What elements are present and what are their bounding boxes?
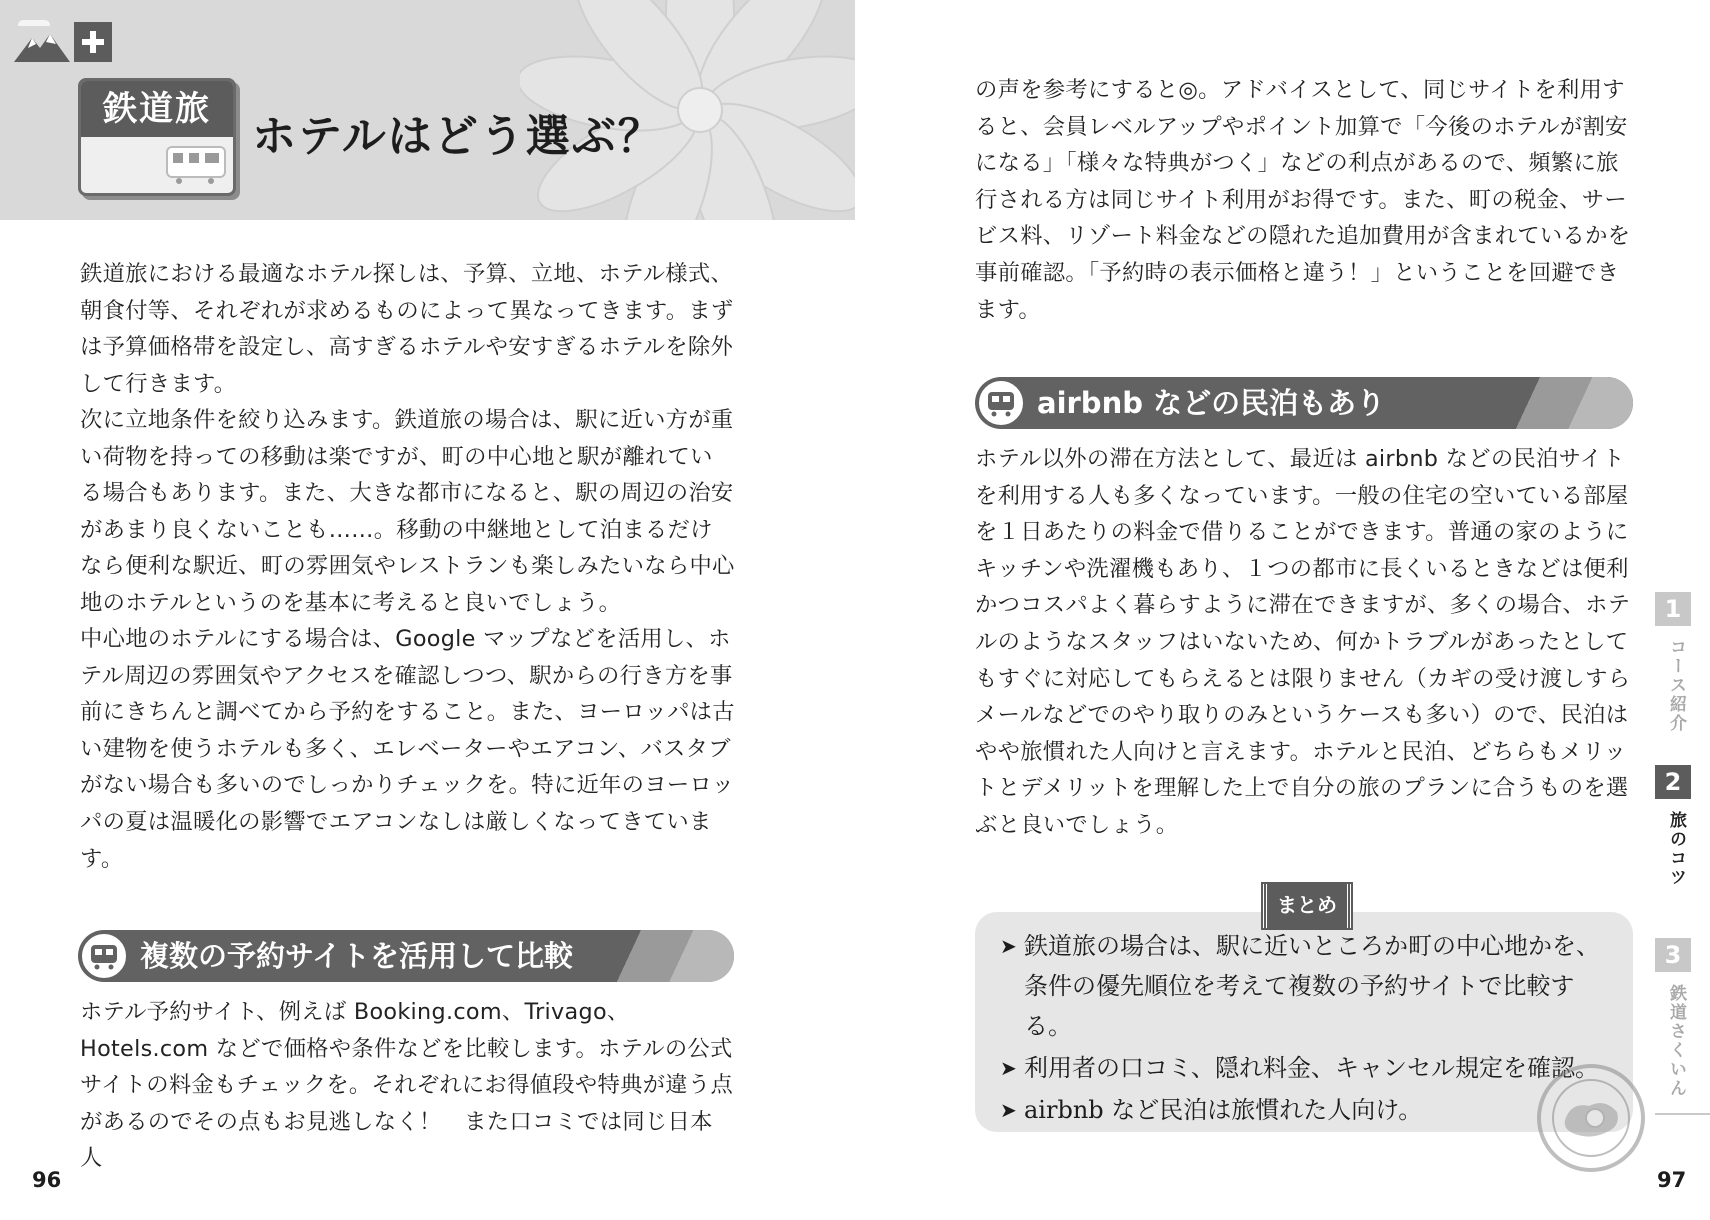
booking-sites-paragraph: ホテル予約サイト、例えば Booking.com、Trivago、Hotels.com などで価格や条件などを比較します。ホテルの公式サイトの料金もチェックを。それぞれにお得値段や特典が違う点があるのでその点もお見逃しなく！ また口コミでは同じ日本人 (80, 999, 734, 1172)
chapter-label: コース紹介 (1666, 638, 1686, 733)
center-hotel-paragraph: 中心地のホテルにする場合は、Google マップなどを活用し、ホテル周辺の雰囲気やアクセスを確認しつつ、駅からの行き方を事前にきちんと調べてから予約をすること。また、ヨーロッパは古い建物を使うホテルも多く、エレベーターやエアコン、バスタブがない場合も多いのでしっかりチェックを。特に近年のヨーロッパの夏は温暖化の影響でエアコンなしは厳しくなってきています。 (80, 626, 735, 872)
chapter-tab-3[interactable] (1655, 938, 1710, 1098)
chapter-index (1655, 592, 1710, 1112)
summary-item (1000, 1048, 1620, 1088)
right-page (855, 0, 1710, 1220)
category-tag-label: 鉄道旅 (81, 81, 233, 137)
train-icon (165, 145, 227, 185)
category-tag (78, 78, 236, 196)
heading-stripe (1503, 377, 1633, 429)
section-heading-text: 複数の予約サイトを活用して比較 (140, 939, 573, 973)
arrow-bullet-icon: ➤ (1000, 1098, 1017, 1122)
section-badge (976, 378, 1026, 428)
summary-item-text: 利用者の口コミ、隠れ料金、キャンセル規定を確認。 (1024, 1054, 1600, 1082)
reviews-paragraph: の声を参考にすると◎。アドバイスとして、同じサイトを利用すると、会員レベルアップやポイント加算で「今後のホテルが割安になる」「様々な特典がつく」などの利点があるので、頻繁に旅行される方は同じサイト利用がお得です。また、町の税金、サービス料、リゾート料金などの隠れた追加費用が含まれているかを事前確認。「予約時の表示価格と違う！」ということを回避できます。 (975, 77, 1631, 323)
chapter-number: 2 (1655, 765, 1691, 799)
chapter-number: 1 (1655, 592, 1691, 626)
arrow-bullet-icon: ➤ (1000, 1056, 1017, 1080)
page-number-left: 96 (32, 1168, 62, 1192)
heading-stripe (604, 930, 734, 982)
arrow-bullet-icon: ➤ (1000, 934, 1017, 958)
section-badge (79, 931, 129, 981)
summary-tab: まとめ (1263, 884, 1351, 928)
train-icon (90, 944, 118, 970)
airbnb-paragraph: ホテル以外の滞在方法として、最近は airbnb などの民泊サイトを利用する人も多くなっています。一般の住宅の空いている部屋を１日あたりの料金で借りることができます。普通の家のようにキッチンや洗濯機もあり、１つの都市に長くいるときなどは便利かつコスパよく暮らすように滞在できますが、多くの場合、ホテルのようなスタッフはいないため、何かトラブルがあったとしてもすぐに対応してもらえるとは限りません（カギの受け渡しすらメールなどでのやり取りのみというケースも多い）ので、民泊はやや旅慣れた人向けと言えます。ホテルと民泊、どちらもメリットとデメリットを理解した上で自分の旅のプランに合うものを選ぶと良いでしょう。 (975, 446, 1631, 838)
chapter-label: 鉄道さくいん (1666, 984, 1686, 1098)
summary-item (1000, 1090, 1620, 1130)
title-banner (0, 0, 855, 220)
chapter-label: 旅のコツ (1666, 811, 1686, 887)
section-heading-airbnb (975, 377, 1633, 429)
train-icon (987, 391, 1015, 417)
section-heading-text: airbnb などの民泊もあり (1037, 386, 1386, 420)
chapter-tab-2[interactable] (1655, 765, 1710, 887)
summary-item-text: airbnb など民泊は旅慣れた人向け。 (1024, 1096, 1423, 1124)
chapter-number: 3 (1655, 938, 1691, 972)
mountain-corner-icon (14, 18, 114, 70)
summary-item (1000, 926, 1620, 1046)
location-paragraph: 次に立地条件を絞り込みます。鉄道旅の場合は、駅に近い方が重い荷物を持っての移動は楽ですが、町の中心地と駅が離れている場合もあります。また、大きな都市になると、駅の周辺の治安があまり良くないことも……。移動の中継地として泊まるだけなら便利な駅近、町の雰囲気やレストランも楽しみたいなら中心地のホテルというのを基本に考えると良いでしょう。 (80, 407, 735, 616)
section-heading-booking-sites (78, 930, 734, 982)
stamp-icon (1535, 1062, 1647, 1174)
page-number-right: 97 (1657, 1168, 1687, 1192)
index-rule (1655, 1113, 1710, 1115)
summary-item-text: 鉄道旅の場合は、駅に近いところか町の中心地かを、条件の優先順位を考えて複数の予約サイトで比較する。 (1024, 932, 1600, 1040)
page-title: ホテルはどう選ぶ？ (252, 111, 664, 162)
intro-paragraph: 鉄道旅における最適なホテル探しは、予算、立地、ホテル様式、朝食付等、それぞれが求めるものによって異なってきます。まずは予算価格帯を設定し、高すぎるホテルや安すぎるホテルを除外して行きます。 (80, 261, 734, 397)
chapter-tab-1[interactable] (1655, 592, 1710, 733)
summary-list (1000, 926, 1620, 1132)
